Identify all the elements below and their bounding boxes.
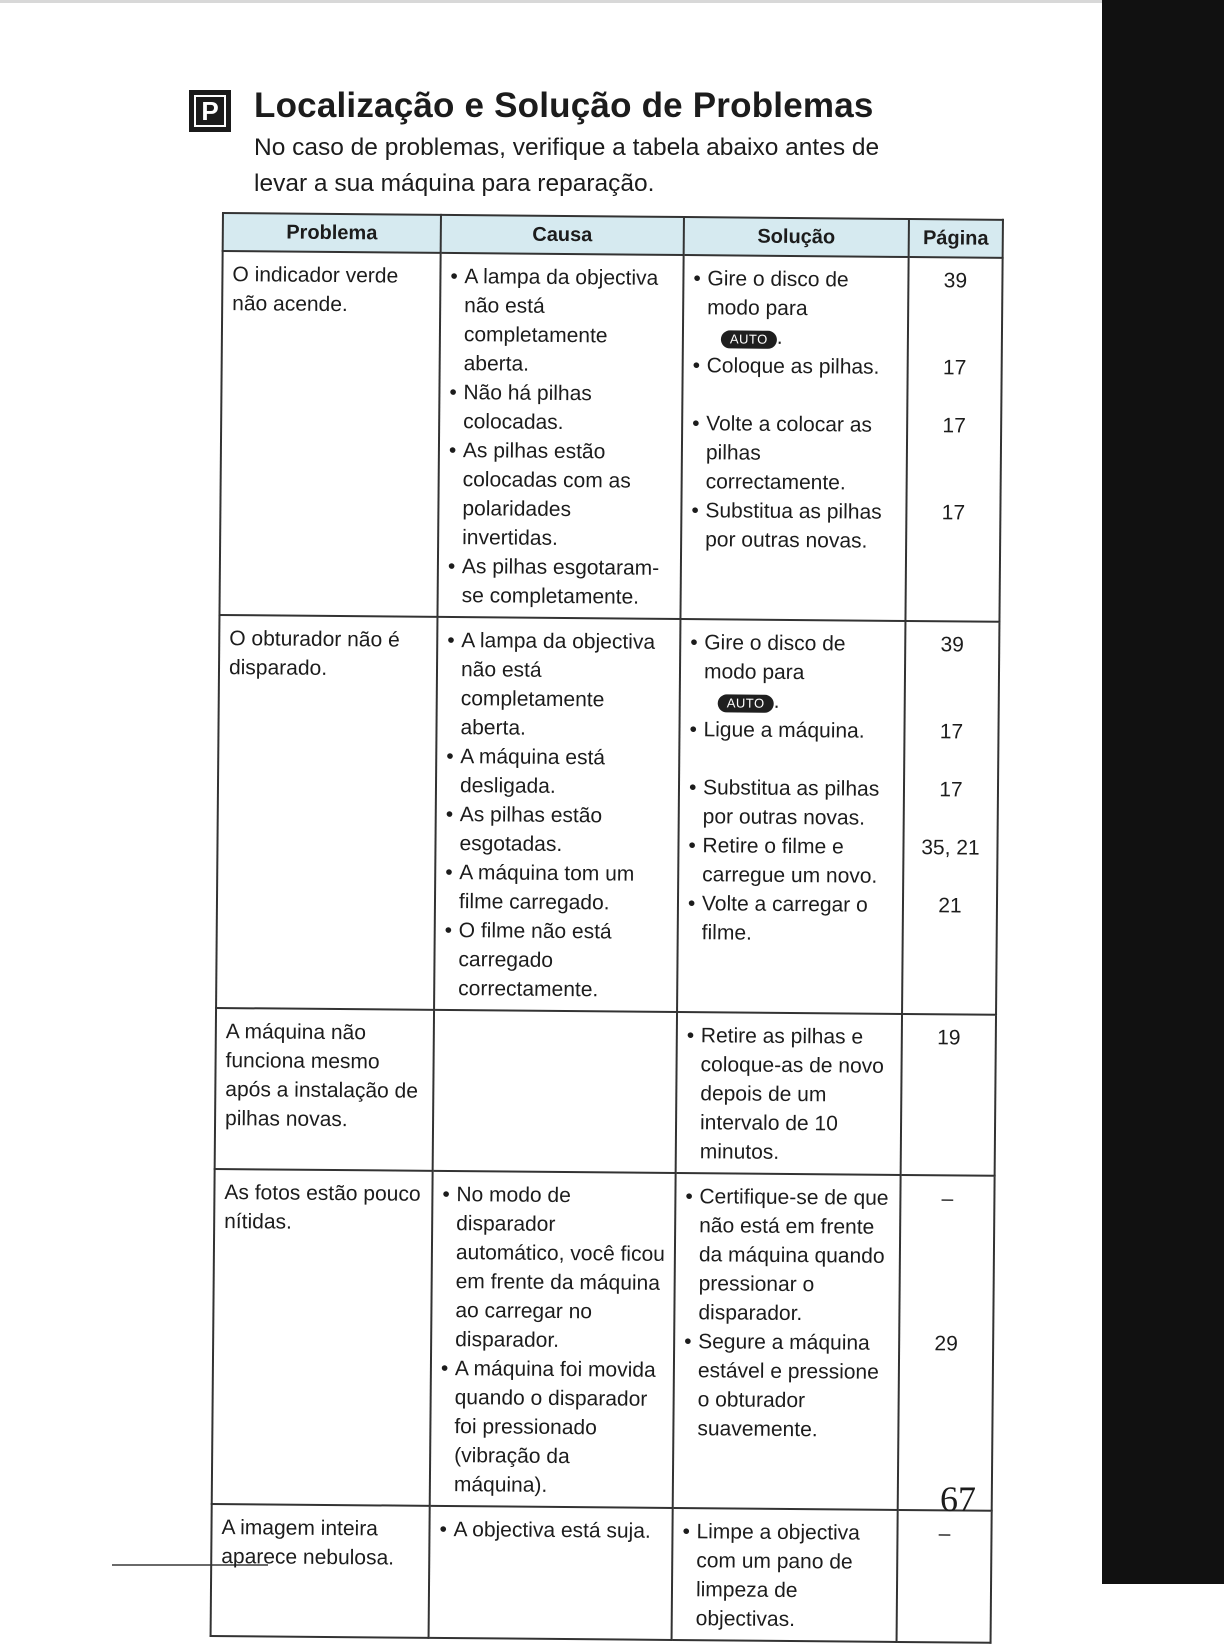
page-title: Localização e Solução de Problemas [254, 86, 874, 125]
cause-item: • As pilhas esgotaram-se completamente. [448, 552, 672, 612]
cause-cell [430, 1171, 676, 1508]
intro-line-2: levar a sua máquina para reparação. [254, 170, 655, 197]
solution-text: Gire o disco de modo para [703, 631, 846, 685]
page-ref: 17 [942, 356, 967, 380]
section-badge [189, 90, 231, 132]
solution-item: • Segure a máquina estável e pressione o obturador suavemente. [683, 1327, 890, 1445]
auto-mode-icon: AUTO [718, 694, 774, 712]
solution-item: • Certifique-se de que não está em frente da máquina quando pressionar o disparador. [684, 1182, 891, 1329]
table-row [219, 251, 1002, 622]
table-row [212, 1169, 995, 1511]
solution-item: • Gire o disco de modo para AUTO . [690, 628, 897, 717]
page-ref: 17 [939, 778, 963, 802]
scan-top-edge [0, 0, 1102, 3]
auto-mode-icon: AUTO [721, 330, 777, 348]
header-solution: Solução [684, 217, 909, 257]
solution-item: • Retire as pilhas e coloque-as de novo depois de um intervalo de 10 minutos. [686, 1021, 893, 1168]
cause-item: • A lampa da objectiva não está completamente aberta. [450, 262, 675, 380]
cause-cell [429, 1506, 673, 1640]
solution-cell [680, 255, 908, 621]
page-cell [897, 1510, 992, 1643]
solution-text: Gire o disco de modo para [707, 267, 849, 321]
page-ref: 39 [943, 269, 968, 293]
header-cause: Causa [441, 215, 684, 255]
table-row [215, 1008, 996, 1176]
page-number: 67 [940, 1479, 976, 1519]
cause-cell [434, 617, 680, 1012]
solution-item: • Gire o disco de modo para AUTO . [693, 264, 900, 353]
problem-cell: O indicador verde não acende. [219, 251, 440, 617]
cause-item: • A máquina tom um filme carregado. [445, 858, 669, 918]
page-ref: 29 [934, 1332, 958, 1356]
page-ref: 21 [938, 894, 962, 918]
header-page: Página [909, 219, 1003, 258]
page-ref: 35, 21 [921, 836, 980, 860]
troubleshooting-table-wrapper [210, 212, 1004, 1644]
table-row [216, 615, 999, 1015]
solution-item: • Retire o filme e carregue um novo. [688, 831, 894, 891]
header-problem: Problema [223, 213, 441, 253]
cause-item: • O filme não está carregado correctamente. [444, 916, 669, 1005]
solution-item: • Ligue a máquina. [689, 715, 895, 746]
troubleshooting-table [210, 212, 1004, 1644]
problem-cell: A máquina não funciona mesmo após a instalação de pilhas novas. [215, 1008, 434, 1171]
table-row [211, 1504, 992, 1643]
page-cell [905, 257, 1002, 622]
solution-cell [672, 1508, 898, 1642]
cause-item: • A objectiva está suja. [439, 1515, 663, 1546]
page-ref: 19 [937, 1026, 961, 1050]
page-ref: – [938, 1522, 951, 1546]
solution-item: • Limpe a objectiva com um pano de limpeza de objectivas. [682, 1517, 889, 1635]
page-cell [902, 621, 999, 1015]
intro-line-1: No caso de problemas, verifique a tabela abaixo antes de [254, 134, 880, 161]
section-badge-letter: P [194, 95, 226, 127]
page-cell [901, 1014, 996, 1176]
page-cell [898, 1175, 995, 1511]
problem-cell: O obturador não é disparado. [216, 615, 437, 1010]
problem-cell: As fotos estão pouco nítidas. [212, 1169, 433, 1506]
cause-cell [433, 1010, 677, 1173]
cause-item: • Não há pilhas colocadas. [449, 378, 673, 438]
scan-dark-border [1102, 0, 1224, 1584]
cause-item: • A máquina está desligada. [446, 742, 670, 802]
solution-item: • Substitua as pilhas por outras novas. [689, 773, 895, 833]
cause-item: • No modo de disparador automático, você ficou em frente da máquina ao carregar no disparador. [441, 1180, 667, 1356]
page-ref: 17 [939, 720, 964, 744]
solution-item: • Substitua as pilhas por outras novas. [691, 496, 897, 556]
cause-item: • A máquina foi movida quando o disparador foi pressionado (vibração da máquina). [440, 1354, 665, 1501]
solution-item: • Coloque as pilhas. [693, 351, 899, 382]
cause-item: • A lampa da objectiva não está completamente aberta. [446, 626, 671, 744]
solution-cell [676, 1012, 902, 1175]
cause-cell [437, 253, 683, 619]
solution-item: • Volte a carregar o filme. [688, 889, 894, 949]
page-ref: 17 [941, 501, 966, 525]
page-ref: – [941, 1187, 954, 1211]
intro-text [254, 130, 974, 202]
cause-item: • As pilhas estão colocadas com as polaridades invertidas. [448, 436, 673, 554]
cause-item: • As pilhas estão esgotadas. [445, 800, 669, 860]
problem-cell: A imagem inteira aparece nebulosa. [211, 1504, 430, 1638]
page-ref: 39 [940, 633, 965, 657]
solution-cell [673, 1173, 901, 1510]
solution-cell [677, 619, 905, 1014]
solution-item: • Volte a colocar as pilhas correctamente. [692, 409, 899, 498]
page-ref: 17 [942, 414, 966, 438]
